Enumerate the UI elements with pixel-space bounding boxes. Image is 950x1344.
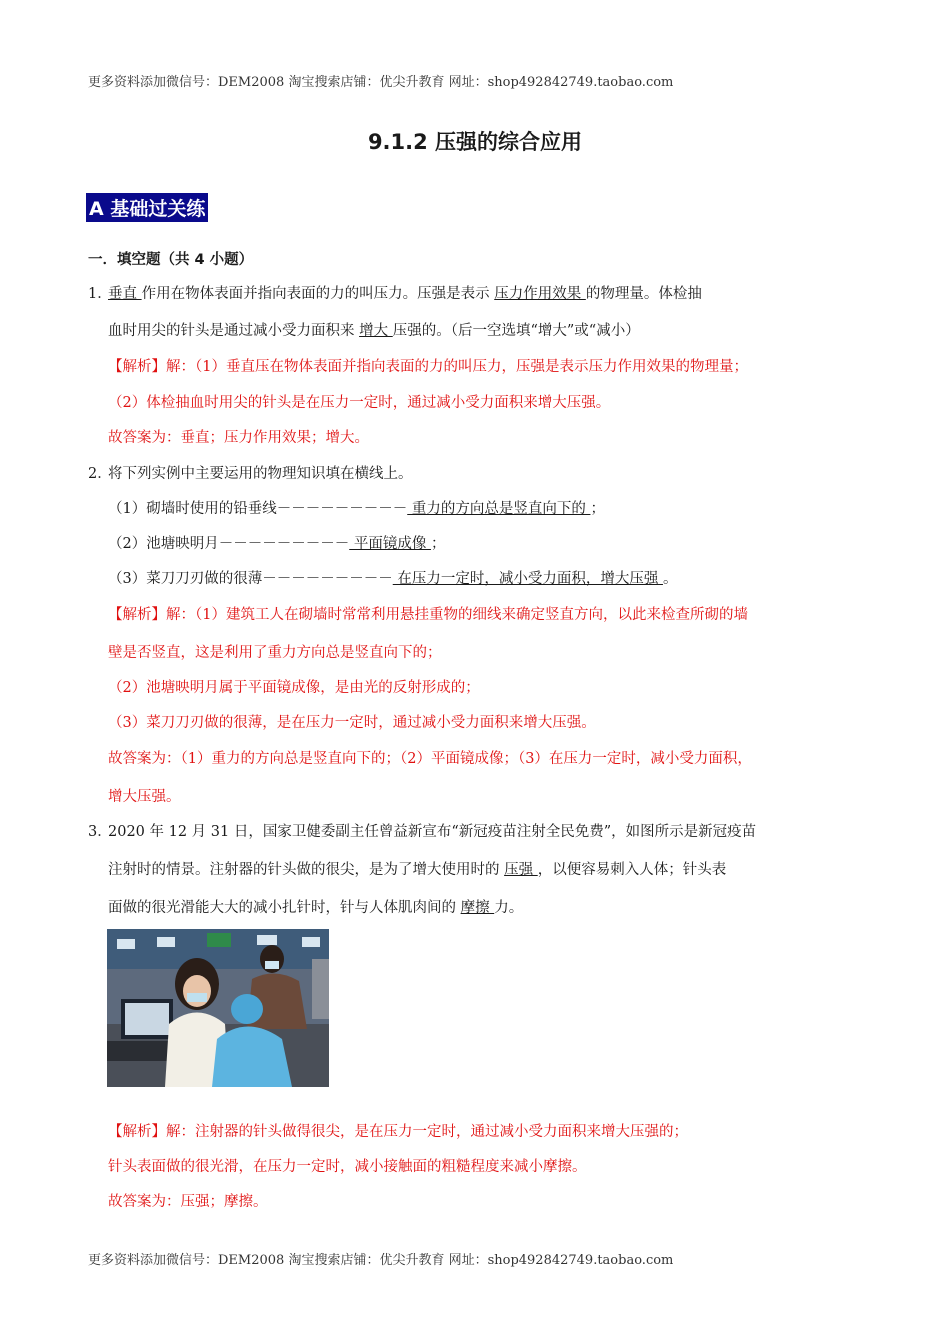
answer-line: 增大压强。 — [108, 789, 181, 805]
answer-line: 故答案为：垂直；压力作用效果；增大。 — [108, 430, 369, 446]
analysis-line: （3）菜刀刀刃做的很薄，是在压力一定时，通过减小受力面积来增大压强。 — [108, 715, 596, 731]
answer-blank: 平面镜成像 — [349, 536, 431, 552]
section-label: A 基础过关练 — [86, 193, 208, 222]
page-footer: 更多资料添加微信号：DEM2008 淘宝搜索店铺：优尖升教育 网址：shop492842749.taobao.com — [88, 1253, 674, 1268]
analysis-line: 针头表面做的很光滑，在压力一定时，减小接触面的粗糙程度来减小摩擦。 — [108, 1159, 587, 1175]
question-text: 注射时的情景。注射器的针头做的很尖，是为了增大使用时的 — [108, 862, 505, 878]
analysis-tag: 【解析】 — [108, 1124, 166, 1140]
question-text: 血时用尖的针头是通过减小受力面积来 — [108, 323, 360, 339]
page-title: 9.1.2 压强的综合应用 — [367, 130, 583, 154]
vaccination-photo — [107, 929, 329, 1087]
question-line — [108, 321, 640, 341]
question-text: 的物理量。体检抽 — [585, 286, 702, 302]
question-text: ； — [430, 536, 446, 552]
analysis-line — [108, 357, 748, 377]
answer-line: 故答案为：（1）重力的方向总是竖直向下的；（2）平面镜成像；（3）在压力一定时，减小受力面积， — [108, 751, 752, 767]
question-text: 力。 — [494, 900, 524, 916]
question-number: 2． — [88, 466, 112, 482]
answer-blank: 在压力一定时，减小受力面积，增大压强 — [392, 571, 663, 587]
question-line — [108, 860, 726, 880]
question-text: 。 — [662, 571, 678, 587]
question-text: 压强的。（后一空选填“增大”或“减小） — [392, 323, 640, 339]
page-header: 更多资料添加微信号：DEM2008 淘宝搜索店铺：优尖升教育 网址：shop492842749.taobao.com — [88, 75, 674, 90]
question-number: 1． — [88, 286, 112, 302]
analysis-line — [108, 1122, 688, 1142]
question-line: 2020 年 12 月 31 日，国家卫健委副主任曾益新宣布“新冠疫苗注射全民免费”，如图所示是新冠疫苗 — [108, 824, 757, 840]
question-text: 作用在物体表面并指向表面的力的叫压力。压强是表示 — [141, 286, 495, 302]
analysis-line: 壁是否竖直，这是利用了重力方向总是竖直向下的； — [108, 645, 442, 661]
analysis-text: 解：注射器的针头做得很尖，是在压力一定时，通过减小受力面积来增大压强的； — [166, 1124, 688, 1140]
vaccination-illustration — [107, 929, 329, 1087]
question-item — [108, 499, 605, 519]
question-text: ； — [590, 501, 605, 517]
question-item — [108, 534, 445, 554]
question-line — [108, 284, 702, 304]
answer-blank: 压力作用效果 — [494, 286, 586, 302]
analysis-text: 解：（1）建筑工人在砌墙时常常利用悬挂重物的细线来确定竖直方向，以此来检查所砌的墙 — [166, 607, 748, 623]
answer-blank: 压强 — [504, 862, 538, 878]
question-text: （1）砌墙时使用的铅垂线－－－－－－－－－ — [108, 501, 408, 517]
question-text: （2）池塘映明月－－－－－－－－－ — [108, 536, 350, 552]
answer-blank: 增大 — [359, 323, 393, 339]
question-number: 3． — [88, 824, 112, 840]
question-text: 面做的很光滑能大大的减小扎针时，针与人体肌肉间的 — [108, 900, 461, 916]
analysis-text: 解：（1）垂直压在物体表面并指向表面的力的叫压力，压强是表示压力作用效果的物理量； — [166, 359, 748, 375]
answer-blank: 重力的方向总是竖直向下的 — [407, 501, 591, 517]
analysis-tag: 【解析】 — [108, 607, 166, 623]
question-item — [108, 569, 677, 589]
analysis-tag: 【解析】 — [108, 359, 166, 375]
question-stem: 将下列实例中主要运用的物理知识填在横线上。 — [108, 466, 413, 482]
answer-blank: 摩擦 — [460, 900, 495, 916]
question-line — [108, 898, 523, 918]
analysis-line: （2）池塘映明月属于平面镜成像，是由光的反射形成的； — [108, 680, 480, 696]
analysis-line — [108, 605, 748, 625]
question-text: ，以便容易刺入人体；针头表 — [537, 862, 727, 878]
answer-blank: 垂直 — [108, 286, 142, 302]
question-text: （3）菜刀刀刃做的很薄－－－－－－－－－ — [108, 571, 393, 587]
analysis-line: （2）体检抽血时用尖的针头是在压力一定时，通过减小受力面积来增大压强。 — [108, 395, 611, 411]
question-type-heading: 一．填空题（共 4 小题） — [88, 252, 254, 268]
answer-line: 故答案为：压强；摩擦。 — [108, 1194, 268, 1210]
